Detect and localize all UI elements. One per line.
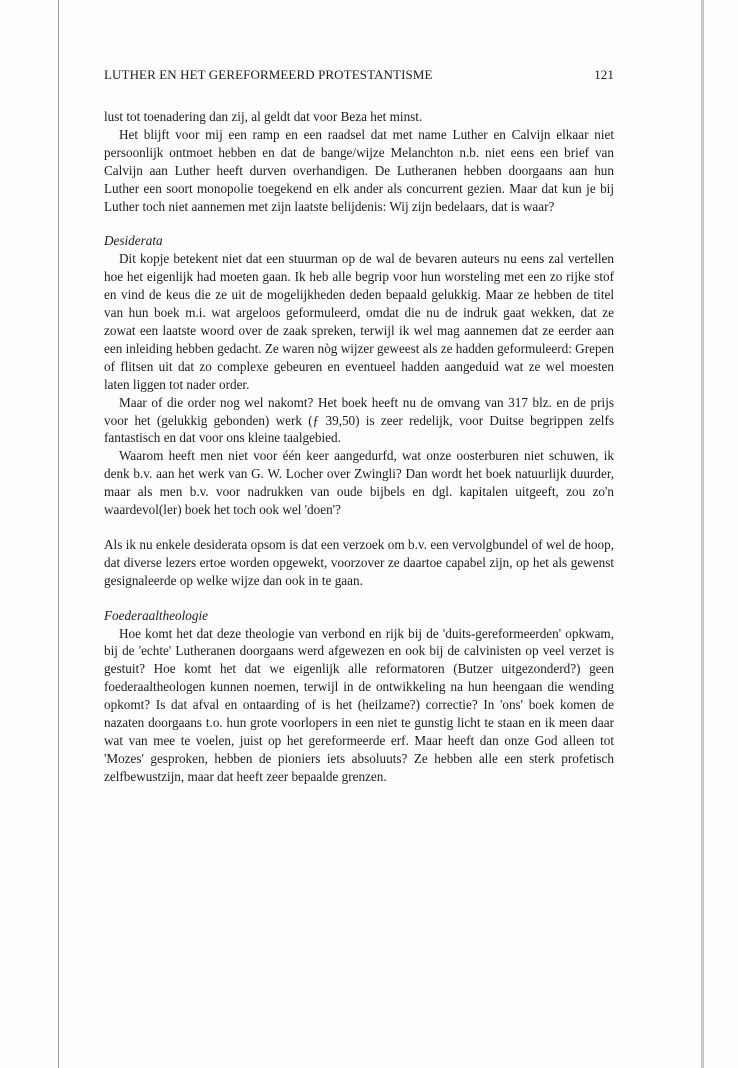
- running-header: [104, 67, 614, 87]
- page-number: 121: [594, 67, 614, 82]
- page-right-border: [701, 0, 704, 1068]
- running-title: LUTHER EN HET GEREFORMEERD PROTESTANTISME: [104, 67, 433, 82]
- paragraph-luther-calvijn: Het blijft voor mij een ramp en een raadsel dat met name Luther en Calvijn elkaar niet persoonlijk ontmoet hebben en dat de bange/wijze Melanchton n.b. niet eens een brief van Calvijn aan Luther heeft durven overhandigen. De Lutheranen hebben doorgaans aan hun Luther een soort monopolie toegekend en elk ander als concurrent gezien. Maar dat kun je bij Luther toch niet aannemen met zijn laatste belijdenis: Wij zijn bedelaars, dat is waar?: [104, 126, 614, 214]
- paragraph-desiderata-opsom: Als ik nu enkele desiderata opsom is dat een verzoek om b.v. een vervolgbundel of wel de hoop, dat diverse lezers ertoe worden opgewekt, voorzover ze daartoe capabel zijn, op het als gewenst gesignaleerde op welke wijze dan ook in te gaan.: [104, 536, 614, 588]
- section-spacer: [104, 590, 614, 607]
- paragraph-spacer: [104, 519, 614, 536]
- page-left-border: [58, 0, 59, 1068]
- section-heading-desiderata: Desiderata: [104, 233, 163, 249]
- paragraph-kopje: Dit kopje betekent niet dat een stuurman op de wal de bevaren auteurs nu eens zal vertellen hoe het eigenlijk had moeten gaan. Ik heb alle begrip voor hun worsteling met een zo rijke stof en vind de keus die ze uit de mogelijkheden deden bepaald gelukkig. Maar ze hebben de titel van hun boek m.i. wat argeloos geformuleerd, omdat die nu de indruk gaat wekken, dat ze zowat een laatste woord over de zaak spreken, terwijl ik wel mag aannemen dat ze eerder aan een inleiding hebben gedacht. Ze waren nòg wijzer geweest als ze hadden geformuleerd: Grepen of flitsen uit dat zo complexe gebeuren en eventueel hadden aangeduid wat ze wel moesten laten liggen tot nader order.: [104, 251, 614, 392]
- section-heading-foederaaltheologie: Foederaaltheologie: [104, 607, 209, 623]
- paragraph-waarom: Waarom heeft men niet voor één keer aangedurfd, wat onze oosterburen niet schuwen, ik denk b.v. aan het werk van G. W. Locher over Zwingli? Dan wordt het boek natuurlijk duurder, maar als men b.v. voor nadrukken van oude bijbels en dgl. kapitalen uitgeeft, zou zo'n waardevol(ler) boek het toch ook wel 'doen'?: [104, 448, 614, 518]
- paragraph-order: Maar of die order nog wel nakomt? Het boek heeft nu de omvang van 317 blz. en de prijs voor het (gelukkig gebonden) werk (ƒ 39,50) is zeer redelijk, voor Duitse begrippen zelfs fantastisch en dat voor ons kleine taalgebied.: [104, 394, 614, 446]
- paragraph-foederaaltheologie: Hoe komt het dat deze theologie van verbond en rijk bij de 'duits-gereformeerden' opkwam, bij de 'echte' Lutheranen doorgaans werd afgewezen en ook bij de calvinisten op veel verzet is gestuit? Hoe komt het dat we eigenlijk alle reformatoren (Butzer uitgezonderd?) geen foederaaltheologen kunnen noemen, terwijl in de ontwikkeling na hun heengaan die wending opkomt? Is dat afval en ontaarding of is het (heilzame?) correctie? In 'ons' boek komen de nazaten doorgaans t.o. hun grote voorlopers in een niet te gunstig licht te staan en ik meen daar wat van mee te voelen, juist op het gereformeerde erf. Maar heeft dan onze God alleen tot 'Mozes' gesproken, hebben de pioniers iets absoluuts? Ze hebben alle een sterk profetisch zelfbewustzijn, maar dat heeft zeer bepaalde grenzen.: [104, 625, 614, 784]
- body-text: [104, 108, 614, 786]
- section-spacer: [104, 215, 614, 232]
- paragraph-continuation: lust tot toenadering dan zij, al geldt dat voor Beza het minst.: [104, 109, 423, 124]
